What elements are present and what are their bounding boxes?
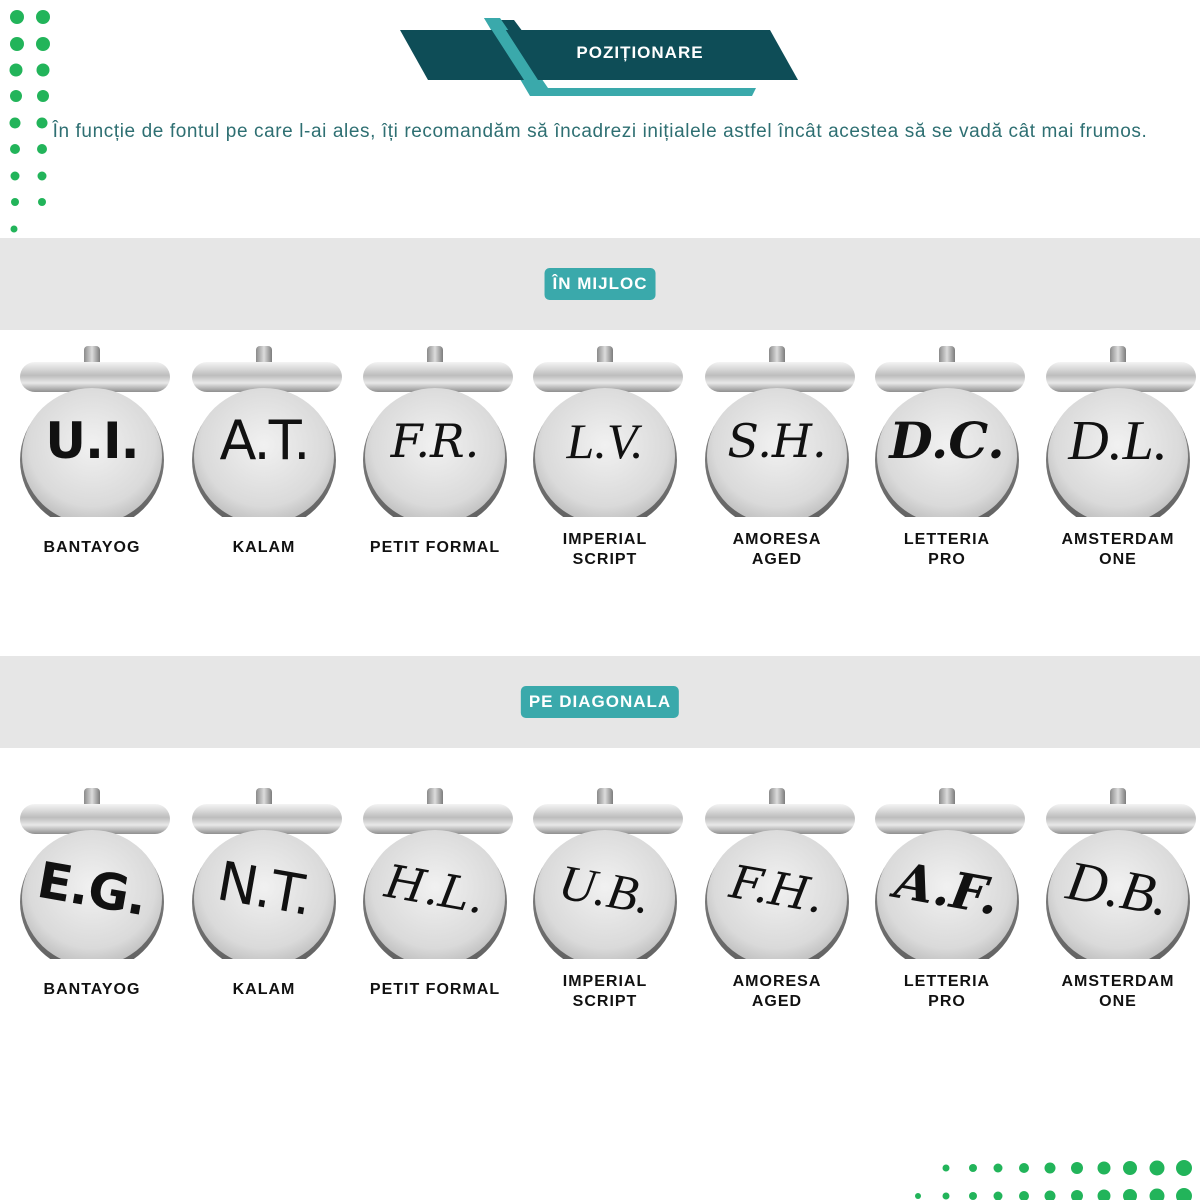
section-band-middle (0, 238, 1200, 330)
cufflink-card (525, 342, 685, 572)
cufflink-card (697, 784, 857, 1014)
cufflink-card (525, 784, 685, 1014)
section-title-diagonal: PE DIAGONALA (521, 686, 679, 718)
cufflinks-row-diagonal (0, 784, 1200, 1024)
font-name-label: LETTERIA PRO (903, 531, 991, 568)
engraved-initials: U.B. (555, 853, 655, 925)
cufflink-card (355, 342, 515, 572)
font-name-label: PETIT FORMAL (369, 981, 501, 998)
font-name-label: AMORESA AGED (732, 973, 822, 1010)
engraved-initials: A.T. (219, 409, 309, 472)
engraved-initials: N.T. (212, 849, 316, 928)
cufflink-card (1038, 784, 1198, 1014)
engraved-initials: F.R. (390, 414, 480, 468)
font-name-label: KALAM (232, 981, 296, 998)
engraved-initials: D.L. (1068, 410, 1168, 472)
font-name-label: BANTAYOG (43, 981, 141, 998)
font-name-label: LETTERIA PRO (903, 973, 991, 1010)
intro-text: În funcție de fontul pe care l-ai ales, îți recomandăm să încadrezi inițialele astfel încât acestea să se vadă cât mai frumos. (52, 121, 1148, 142)
decorative-dots-bottom-right (900, 1140, 1200, 1200)
engraved-initials: H.L. (381, 853, 489, 925)
cufflink-card (12, 342, 172, 572)
engraved-initials: D.B. (1062, 849, 1174, 929)
engraved-initials: F.H. (725, 854, 829, 924)
engraved-initials: E.G. (33, 850, 151, 928)
cufflink-card (1038, 342, 1198, 572)
cufflink-card (867, 784, 1027, 1014)
cufflink-card (697, 342, 857, 572)
cufflink-card (12, 784, 172, 1014)
cufflinks-row-middle (0, 342, 1200, 582)
font-name-label: PETIT FORMAL (369, 539, 501, 556)
cufflink-card (184, 784, 344, 1014)
font-name-label: IMPERIAL SCRIPT (562, 973, 648, 1010)
cufflink-card (355, 784, 515, 1014)
engraved-initials: S.H. (727, 414, 827, 468)
section-band-diagonal (0, 656, 1200, 748)
section-title-middle: ÎN MIJLOC (545, 268, 656, 300)
engraved-initials: D.C. (889, 411, 1005, 470)
font-name-label: AMSTERDAM ONE (1061, 531, 1175, 568)
engraved-initials: A.F. (890, 850, 1004, 927)
cufflink-card (184, 342, 344, 572)
font-name-label: BANTAYOG (43, 539, 141, 556)
engraved-initials: U.I. (45, 412, 139, 470)
font-name-label: IMPERIAL SCRIPT (562, 531, 648, 568)
font-name-label: AMORESA AGED (732, 531, 822, 568)
cufflink-card (867, 342, 1027, 572)
page-title: POZIȚIONARE (576, 43, 704, 62)
font-name-label: KALAM (232, 539, 296, 556)
font-name-label: AMSTERDAM ONE (1061, 973, 1175, 1010)
engraved-initials: L.V. (566, 413, 644, 469)
